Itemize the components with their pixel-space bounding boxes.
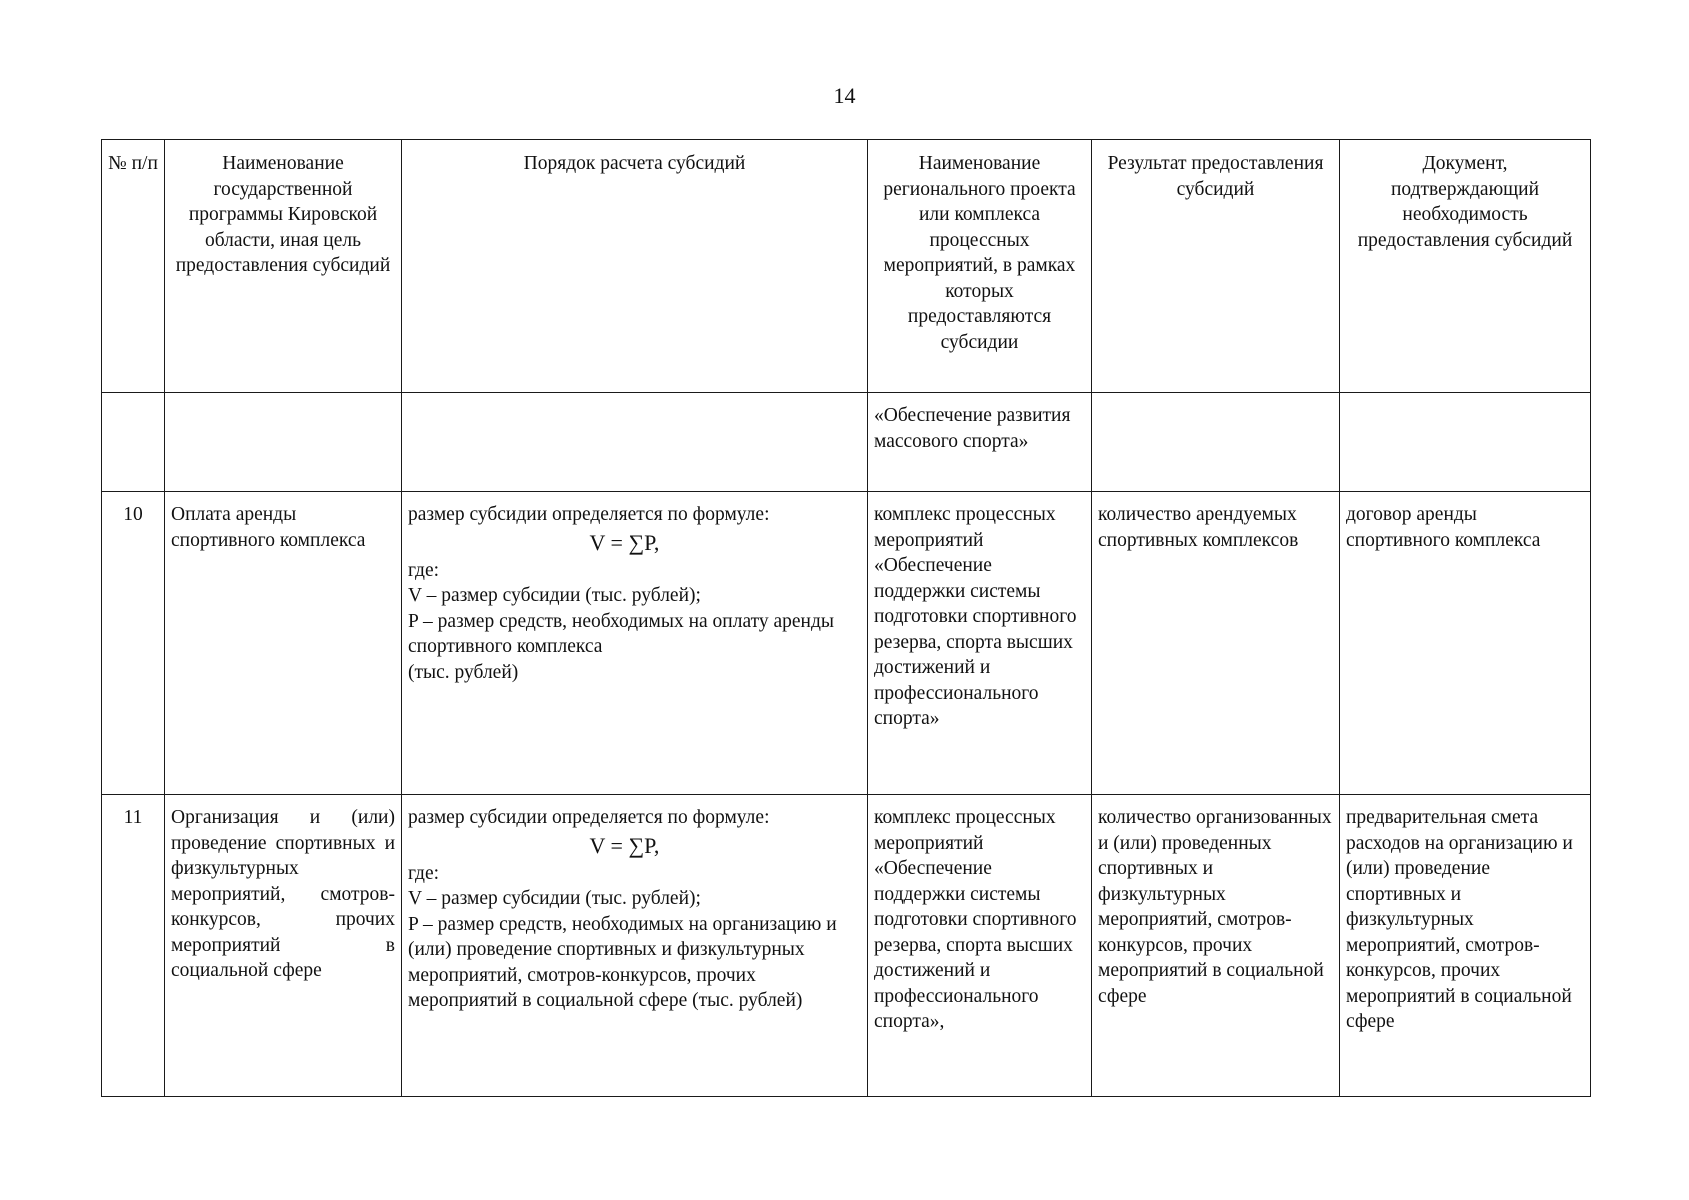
cell-calculation	[402, 393, 868, 492]
cell-program-name: Оплата аренды спортивного комплекса	[165, 492, 402, 795]
formula-intro: размер субсидии определяется по формуле:	[408, 504, 770, 525]
definition-v: V – размер субсидии (тыс. рублей);	[408, 585, 701, 606]
table-row	[102, 393, 1591, 492]
cell-number: 11	[102, 795, 165, 1097]
definition-p: P – размер средств, необходимых на организацию и (или) проведение спортивных и физкультурных мероприятий, смотров-конкурсов, прочих мероприятий в социальной сфере (тыс. рублей)	[408, 913, 837, 1011]
header-document: Документ, подтверждающий необходимость предоставления субсидий	[1340, 140, 1591, 393]
formula: V = ∑P,	[589, 529, 660, 555]
formula-where: где:	[408, 862, 440, 884]
subsidy-table	[101, 139, 1591, 1097]
cell-result	[1092, 393, 1340, 492]
cell-number: 10	[102, 492, 165, 795]
cell-project: комплекс процессных мероприятий «Обеспечение поддержки системы подготовки спортивного резерва, спорта высших достижений и профессионального спорта»	[868, 492, 1092, 795]
header-number: № п/п	[102, 140, 165, 393]
cell-document: договор аренды спортивного комплекса	[1340, 492, 1591, 795]
table-header-row	[102, 140, 1591, 393]
cell-result: количество арендуемых спортивных комплексов	[1092, 492, 1340, 795]
cell-calculation	[402, 795, 868, 1097]
definition-p: P – размер средств, необходимых на оплату аренды спортивного комплекса	[408, 610, 835, 657]
cell-document: предварительная смета расходов на организацию и (или) проведение спортивных и физкультурных мероприятий, смотров-конкурсов, прочих мероприятий в социальной сфере	[1340, 795, 1591, 1097]
cell-result: количество организованных и (или) проведенных спортивных и физкультурных мероприятий, смотров-конкурсов, прочих мероприятий в социальной сфере	[1092, 795, 1340, 1097]
table-row	[102, 492, 1591, 795]
formula: V = ∑P,	[589, 832, 660, 858]
header-program-name: Наименование государственной программы Кировской области, иная цель предоставления субсидий	[165, 140, 402, 393]
table-row	[102, 795, 1591, 1097]
header-calculation-order: Порядок расчета субсидий	[402, 140, 868, 393]
cell-number	[102, 393, 165, 492]
definition-p-unit: (тыс. рублей)	[408, 661, 519, 683]
page-number: 14	[833, 83, 856, 108]
formula-intro: размер субсидии определяется по формуле:	[408, 807, 770, 828]
cell-project: «Обеспечение развития массового спорта»	[868, 393, 1092, 492]
definition-v: V – размер субсидии (тыс. рублей);	[408, 888, 701, 909]
header-project-name: Наименование регионального проекта или комплекса процессных мероприятий, в рамках которых предоставляются субсидии	[868, 140, 1092, 393]
cell-calculation	[402, 492, 868, 795]
cell-program-name: Организация и (или) проведение спортивных и физкультурных мероприятий, смотров-конкурсов, прочих мероприятий в социальной сфере	[165, 795, 402, 1097]
formula-where: где:	[408, 559, 440, 581]
cell-document	[1340, 393, 1591, 492]
cell-project: комплекс процессных мероприятий «Обеспечение поддержки системы подготовки спортивного резерва, спорта высших достижений и профессионального спорта»,	[868, 795, 1092, 1097]
cell-program-name	[165, 393, 402, 492]
header-result: Результат предоставления субсидий	[1092, 140, 1340, 393]
